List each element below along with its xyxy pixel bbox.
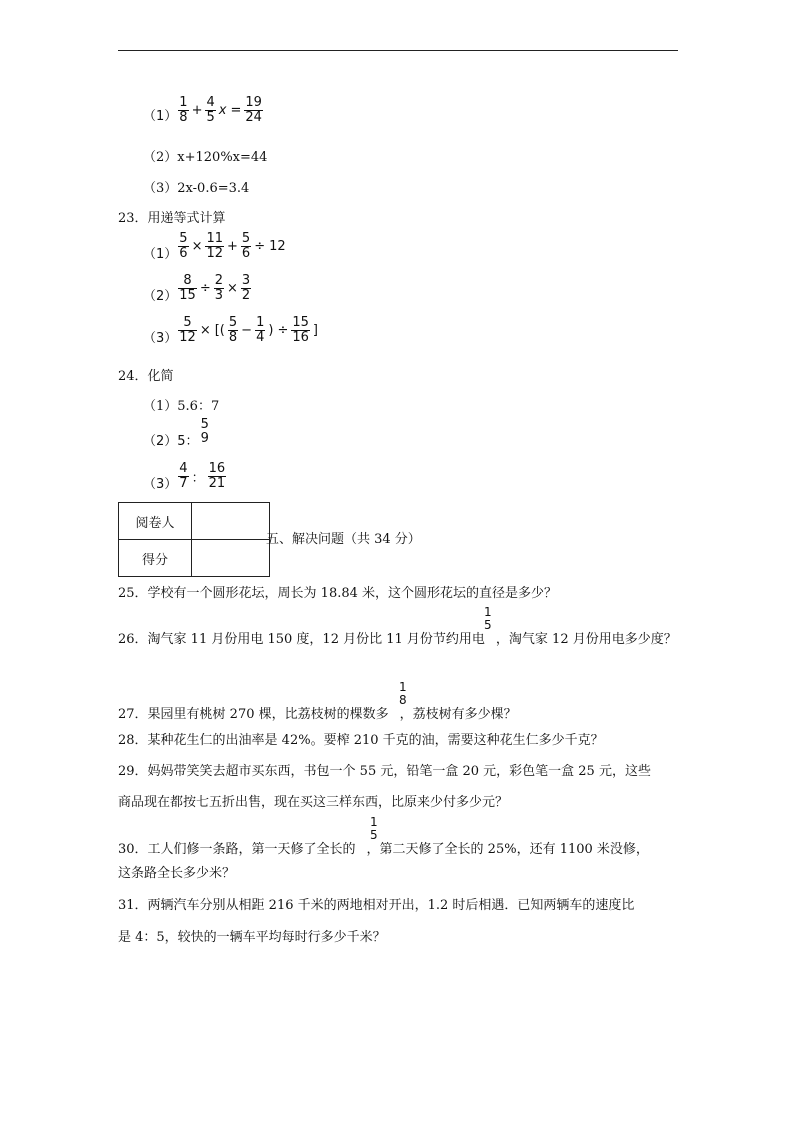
- q22-item-2: [143, 146, 267, 165]
- variable: x: [218, 103, 227, 119]
- fraction-denominator: 7: [179, 476, 188, 492]
- q25-text: 25．学校有一个圆形花坛，周长为 18.84 米，这个圆形花坛的直径是多少？: [118, 586, 558, 601]
- q23-item-2-label: （2）: [143, 288, 178, 304]
- q22-item-2-equation: x+120%x=44: [177, 150, 268, 165]
- fraction-denominator: 8: [228, 330, 238, 346]
- q23-item-1-label: （1）: [143, 246, 178, 262]
- ratio-separator: ：: [191, 471, 205, 487]
- operator: ÷: [254, 239, 266, 255]
- q24-item-3-label: （3）: [143, 476, 178, 492]
- fraction-numerator: 1: [484, 605, 492, 619]
- q22-item-3-label: （3）: [143, 181, 178, 196]
- fraction-denominator: 16: [292, 330, 309, 346]
- grader-cell[interactable]: [192, 503, 270, 540]
- q24-item-2-ratio-left: 5：: [177, 433, 199, 449]
- q26-text-part1: 26．淘气家 11 月份用电 150 度，12 月份比 11 月份节约用电: [118, 632, 485, 647]
- q22-item-3: [143, 177, 249, 196]
- q30-text-part2: ，第二天修了全长的 25%，还有 1100 米没修，: [366, 842, 649, 857]
- fraction-numerator: 4: [179, 461, 188, 476]
- q27-text-part1: 27．果园里有桃树 270 棵，比荔枝树的棵数多: [118, 707, 389, 722]
- q22-item-2-label: （2）: [143, 150, 178, 165]
- q24-item-2-label: （2）: [143, 433, 178, 449]
- fraction-numerator: 3: [241, 273, 251, 288]
- q27-text-part2: ，荔枝树有多少棵？: [399, 707, 517, 722]
- bracket: [(: [214, 323, 225, 339]
- bracket: ): [268, 323, 274, 339]
- fraction-denominator: 6: [179, 246, 188, 262]
- q24-item-3: [143, 462, 227, 492]
- fraction-denominator: 8: [399, 692, 407, 707]
- score-table: [118, 502, 270, 577]
- fraction-numerator: 19: [245, 95, 262, 110]
- q24-item-1-ratio: 5.6：7: [177, 399, 220, 414]
- fraction-denominator: 12: [179, 330, 196, 346]
- score-row: [119, 540, 270, 577]
- q30-text-part1: 30．工人们修一条路，第一天修了全长的: [118, 842, 356, 857]
- fraction-numerator: 16: [208, 461, 226, 476]
- fraction-numerator: 1: [179, 95, 188, 110]
- fraction-denominator: 4: [256, 330, 265, 346]
- fraction-numerator: 4: [206, 95, 215, 110]
- q29-line1: 29．妈妈带笑笑去超市买东西，书包一个 55 元，铅笔一盒 20 元，彩色笔一盒 25 元，这些: [118, 764, 651, 779]
- fraction-denominator: 5: [484, 617, 492, 632]
- q27-fraction: [399, 681, 407, 706]
- q23-item-1: [143, 232, 288, 262]
- fraction-numerator: 1: [370, 815, 378, 829]
- fraction-denominator: 24: [245, 110, 262, 126]
- operator: ×: [199, 323, 211, 339]
- fraction-denominator: 15: [179, 288, 196, 304]
- q31-line2: 是 4：5，较快的一辆车平均每时行多少千米？: [118, 930, 386, 945]
- fraction-numerator: 1: [256, 315, 265, 330]
- operator: +: [227, 239, 238, 255]
- q22-item-1-label: （1）: [143, 108, 178, 124]
- score-row: [119, 503, 270, 540]
- fraction-denominator: 21: [208, 476, 226, 492]
- q30: [118, 838, 649, 857]
- bracket: ]: [312, 323, 318, 339]
- q24-item-2: [143, 418, 211, 451]
- q26-text-part2: ，淘气家 12 月份用电多少度？: [495, 632, 677, 647]
- operator: ×: [191, 239, 203, 255]
- fraction-numerator: 15: [292, 315, 309, 330]
- q24-title: 24．化简: [118, 369, 174, 384]
- q30-line2: 这条路全长多少米？: [118, 866, 236, 881]
- fraction-numerator: 5: [200, 417, 209, 432]
- grader-label: 阅卷人: [119, 503, 192, 540]
- q23-item-3-label: （3）: [143, 330, 178, 346]
- q28-text: 28．某种花生仁的出油率是 42%。要榨 210 千克的油，需要这种花生仁多少千克？: [118, 733, 604, 748]
- fraction-numerator: 11: [206, 231, 224, 246]
- fraction-numerator: 5: [241, 231, 251, 246]
- q24-item-1-label: （1）: [143, 399, 178, 414]
- fraction-denominator: 3: [214, 288, 224, 304]
- fraction-numerator: 5: [178, 316, 197, 331]
- fraction-denominator: 8: [179, 110, 188, 126]
- fraction-denominator: 5: [206, 110, 215, 126]
- fraction-denominator: 12: [206, 246, 224, 262]
- q23-item-2: [143, 274, 252, 304]
- fraction-numerator: 5: [228, 315, 238, 330]
- fraction-numerator: 2: [214, 273, 224, 288]
- fraction-denominator: 9: [200, 431, 209, 447]
- q22-item-3-equation: 2x-0.6=3.4: [177, 181, 250, 196]
- section-5-title: 五、解决问题（共 34 分）: [266, 532, 421, 547]
- operator: −: [241, 323, 253, 339]
- fraction-denominator: 5: [370, 827, 378, 842]
- fraction-numerator: 5: [179, 231, 188, 246]
- q26-fraction: [484, 606, 492, 631]
- q30-fraction: [370, 816, 378, 841]
- operator: ÷: [277, 323, 289, 339]
- operator: +: [191, 103, 203, 119]
- q22-item-1: [143, 96, 264, 126]
- score-label: 得分: [119, 540, 192, 577]
- q26: [118, 628, 677, 647]
- fraction-numerator: 1: [399, 680, 407, 694]
- operator: =: [230, 103, 242, 119]
- q23-title: 23．用递等式计算: [118, 211, 226, 226]
- q31-line1: 31．两辆汽车分别从相距 216 千米的两地相对开出，1.2 时后相遇．已知两辆车的速度比: [118, 898, 635, 913]
- number: 12: [269, 239, 286, 255]
- q27: [118, 703, 517, 722]
- q23-item-3: [143, 316, 320, 346]
- header-rule: [118, 50, 678, 51]
- score-cell[interactable]: [192, 540, 270, 577]
- fraction-denominator: 6: [241, 246, 251, 262]
- q24-item-1: [143, 395, 219, 414]
- operator: ×: [227, 281, 238, 297]
- fraction-numerator: 8: [178, 274, 197, 289]
- operator: ÷: [199, 281, 211, 297]
- q29-line2: 商品现在都按七五折出售，现在买这三样东西，比原来少付多少元？: [118, 795, 509, 810]
- fraction-denominator: 2: [241, 288, 251, 304]
